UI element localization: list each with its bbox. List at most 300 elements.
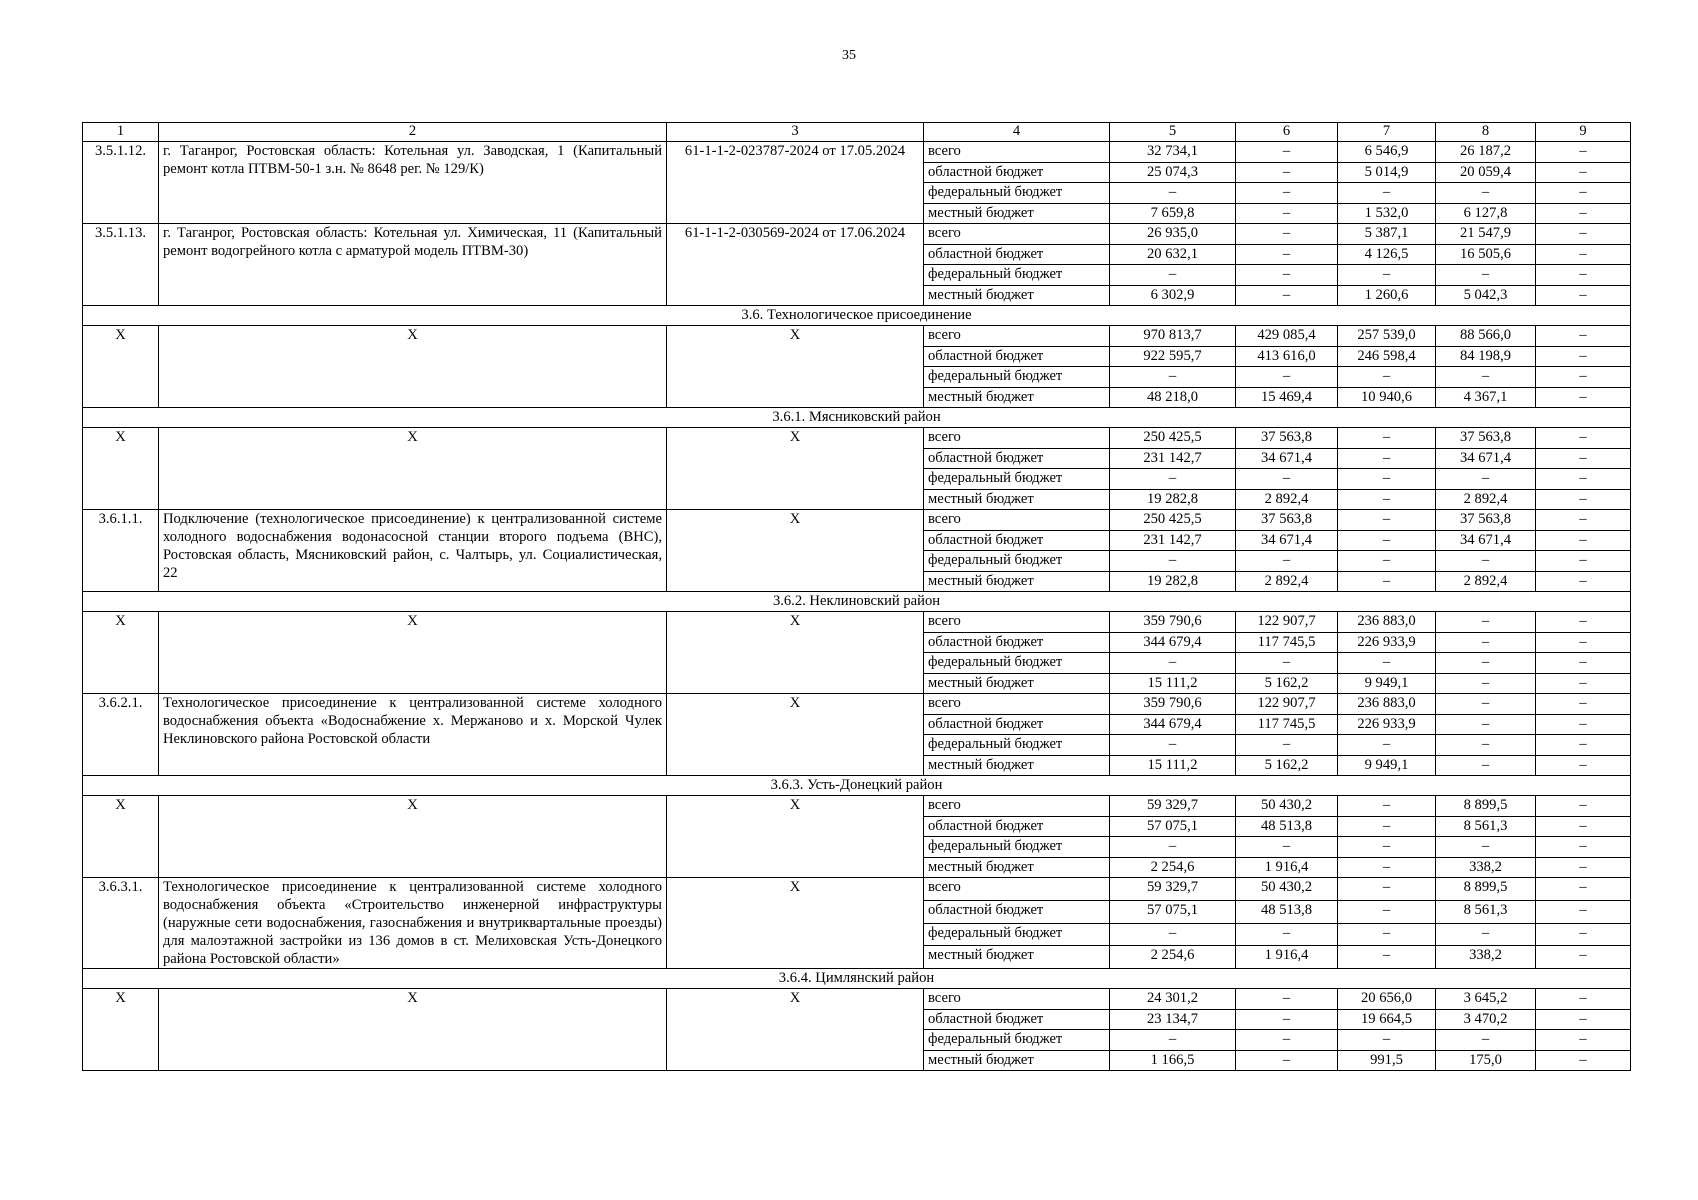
funding-source-label: местный бюджет	[924, 857, 1110, 878]
amount-cell: –	[1536, 1009, 1631, 1030]
funding-source-label: всего	[924, 796, 1110, 817]
funding-source-label: областной бюджет	[924, 816, 1110, 837]
column-header: 3	[667, 123, 924, 142]
table-row	[83, 510, 1631, 531]
funding-source-label: всего	[924, 878, 1110, 901]
amount-cell: –	[1536, 510, 1631, 531]
amount-cell: –	[1436, 551, 1536, 572]
amount-cell: 8 899,5	[1436, 878, 1536, 901]
amount-cell: 3 645,2	[1436, 989, 1536, 1010]
funding-source-label: федеральный бюджет	[924, 551, 1110, 572]
amount-cell: –	[1536, 1050, 1631, 1071]
table-row	[83, 694, 1631, 715]
amount-cell: –	[1436, 183, 1536, 204]
funding-source-label: федеральный бюджет	[924, 1030, 1110, 1051]
funding-source-label: местный бюджет	[924, 755, 1110, 776]
amount-cell: 34 671,4	[1236, 530, 1338, 551]
amount-cell: 9 949,1	[1338, 673, 1436, 694]
amount-cell: –	[1536, 923, 1631, 946]
amount-cell: –	[1338, 183, 1436, 204]
item-code: Х	[83, 612, 159, 694]
amount-cell: –	[1236, 989, 1338, 1010]
column-header: 9	[1536, 123, 1631, 142]
funding-source-label: местный бюджет	[924, 203, 1110, 224]
amount-cell: 338,2	[1436, 946, 1536, 969]
funding-source-label: областной бюджет	[924, 900, 1110, 923]
amount-cell: 15 111,2	[1110, 673, 1236, 694]
section-title: 3.6.4. Цимлянский район	[83, 969, 1631, 989]
amount-cell: –	[1338, 946, 1436, 969]
amount-cell: –	[1536, 755, 1631, 776]
amount-cell: –	[1110, 183, 1236, 204]
funding-source-label: федеральный бюджет	[924, 265, 1110, 286]
item-name: Х	[159, 612, 667, 694]
amount-cell: –	[1536, 946, 1631, 969]
funding-source-label: местный бюджет	[924, 673, 1110, 694]
amount-cell: 2 892,4	[1436, 571, 1536, 592]
amount-cell: 37 563,8	[1436, 428, 1536, 449]
amount-cell: –	[1536, 448, 1631, 469]
amount-cell: 2 892,4	[1236, 571, 1338, 592]
section-title: 3.6.3. Усть-Донецкий район	[83, 776, 1631, 796]
amount-cell: –	[1236, 203, 1338, 224]
item-name: Х	[159, 326, 667, 408]
amount-cell: –	[1536, 714, 1631, 735]
funding-source-label: областной бюджет	[924, 530, 1110, 551]
amount-cell: 59 329,7	[1110, 878, 1236, 901]
amount-cell: –	[1436, 714, 1536, 735]
amount-cell: –	[1536, 346, 1631, 367]
amount-cell: –	[1338, 571, 1436, 592]
amount-cell: –	[1436, 469, 1536, 490]
amount-cell: –	[1236, 285, 1338, 306]
amount-cell: 117 745,5	[1236, 632, 1338, 653]
amount-cell: –	[1536, 530, 1631, 551]
amount-cell: 9 949,1	[1338, 755, 1436, 776]
budget-table	[82, 122, 1631, 1071]
amount-cell: –	[1110, 265, 1236, 286]
funding-source-label: федеральный бюджет	[924, 367, 1110, 388]
amount-cell: –	[1536, 878, 1631, 901]
amount-cell: –	[1436, 694, 1536, 715]
column-header: 5	[1110, 123, 1236, 142]
amount-cell: –	[1536, 551, 1631, 572]
amount-cell: 4 367,1	[1436, 387, 1536, 408]
funding-source-label: всего	[924, 224, 1110, 245]
item-code: 3.6.1.1.	[83, 510, 159, 592]
funding-source-label: всего	[924, 989, 1110, 1010]
amount-cell: –	[1236, 653, 1338, 674]
table-row	[83, 142, 1631, 163]
funding-source-label: всего	[924, 142, 1110, 163]
amount-cell: 57 075,1	[1110, 900, 1236, 923]
amount-cell: 2 892,4	[1436, 489, 1536, 510]
amount-cell: –	[1338, 816, 1436, 837]
amount-cell: 8 561,3	[1436, 900, 1536, 923]
amount-cell: –	[1338, 510, 1436, 531]
amount-cell: –	[1338, 265, 1436, 286]
amount-cell: –	[1236, 142, 1338, 163]
amount-cell: 2 254,6	[1110, 946, 1236, 969]
amount-cell: –	[1338, 837, 1436, 858]
funding-source-label: всего	[924, 694, 1110, 715]
table-row	[83, 326, 1631, 347]
amount-cell: 236 883,0	[1338, 694, 1436, 715]
amount-cell: 6 302,9	[1110, 285, 1236, 306]
section-row	[83, 306, 1631, 326]
amount-cell: –	[1536, 673, 1631, 694]
amount-cell: 344 679,4	[1110, 714, 1236, 735]
section-row	[83, 408, 1631, 428]
amount-cell: –	[1236, 837, 1338, 858]
amount-cell: –	[1110, 551, 1236, 572]
amount-cell: –	[1436, 673, 1536, 694]
amount-cell: 359 790,6	[1110, 612, 1236, 633]
funding-source-label: всего	[924, 326, 1110, 347]
amount-cell: 50 430,2	[1236, 878, 1338, 901]
funding-source-label: местный бюджет	[924, 285, 1110, 306]
amount-cell: –	[1338, 857, 1436, 878]
amount-cell: –	[1110, 469, 1236, 490]
item-document: Х	[667, 989, 924, 1071]
amount-cell: –	[1110, 923, 1236, 946]
item-document: Х	[667, 510, 924, 592]
funding-source-label: федеральный бюджет	[924, 923, 1110, 946]
amount-cell: 175,0	[1436, 1050, 1536, 1071]
amount-cell: –	[1338, 428, 1436, 449]
amount-cell: 6 546,9	[1338, 142, 1436, 163]
amount-cell: –	[1110, 735, 1236, 756]
amount-cell: –	[1236, 469, 1338, 490]
amount-cell: –	[1436, 632, 1536, 653]
amount-cell: –	[1536, 244, 1631, 265]
amount-cell: 20 632,1	[1110, 244, 1236, 265]
amount-cell: –	[1436, 367, 1536, 388]
funding-source-label: местный бюджет	[924, 946, 1110, 969]
amount-cell: –	[1110, 1030, 1236, 1051]
amount-cell: 226 933,9	[1338, 714, 1436, 735]
amount-cell: 2 892,4	[1236, 489, 1338, 510]
amount-cell: 84 198,9	[1436, 346, 1536, 367]
column-header: 1	[83, 123, 159, 142]
amount-cell: –	[1236, 735, 1338, 756]
column-number-row	[83, 123, 1631, 142]
amount-cell: 15 469,4	[1236, 387, 1338, 408]
amount-cell: –	[1536, 469, 1631, 490]
section-row	[83, 776, 1631, 796]
amount-cell: 59 329,7	[1110, 796, 1236, 817]
amount-cell: 1 532,0	[1338, 203, 1436, 224]
section-row	[83, 592, 1631, 612]
amount-cell: –	[1436, 265, 1536, 286]
section-row	[83, 969, 1631, 989]
amount-cell: 1 260,6	[1338, 285, 1436, 306]
amount-cell: 25 074,3	[1110, 162, 1236, 183]
column-header: 2	[159, 123, 667, 142]
amount-cell: –	[1236, 162, 1338, 183]
column-header: 8	[1436, 123, 1536, 142]
amount-cell: –	[1536, 796, 1631, 817]
amount-cell: –	[1536, 162, 1631, 183]
amount-cell: 1 916,4	[1236, 946, 1338, 969]
amount-cell: 37 563,8	[1436, 510, 1536, 531]
amount-cell: –	[1110, 837, 1236, 858]
amount-cell: –	[1236, 367, 1338, 388]
amount-cell: –	[1536, 694, 1631, 715]
amount-cell: –	[1536, 142, 1631, 163]
amount-cell: –	[1536, 428, 1631, 449]
amount-cell: –	[1338, 469, 1436, 490]
amount-cell: –	[1536, 816, 1631, 837]
amount-cell: 429 085,4	[1236, 326, 1338, 347]
amount-cell: 26 187,2	[1436, 142, 1536, 163]
item-name: г. Таганрог, Ростовская область: Котельная ул. Химическая, 11 (Капитальный ремонт водогрейного котла с арматурой модель ПТВМ-30)	[159, 224, 667, 306]
amount-cell: –	[1338, 1030, 1436, 1051]
amount-cell: –	[1436, 735, 1536, 756]
amount-cell: –	[1536, 489, 1631, 510]
amount-cell: 117 745,5	[1236, 714, 1338, 735]
amount-cell: –	[1536, 183, 1631, 204]
item-code: Х	[83, 796, 159, 878]
amount-cell: 250 425,5	[1110, 428, 1236, 449]
funding-source-label: областной бюджет	[924, 1009, 1110, 1030]
amount-cell: 21 547,9	[1436, 224, 1536, 245]
amount-cell: –	[1338, 448, 1436, 469]
amount-cell: –	[1236, 1050, 1338, 1071]
amount-cell: 1 916,4	[1236, 857, 1338, 878]
amount-cell: 32 734,1	[1110, 142, 1236, 163]
column-header: 4	[924, 123, 1110, 142]
item-name: Х	[159, 428, 667, 510]
item-document: Х	[667, 326, 924, 408]
amount-cell: –	[1536, 571, 1631, 592]
amount-cell: 15 111,2	[1110, 755, 1236, 776]
amount-cell: –	[1536, 837, 1631, 858]
amount-cell: 231 142,7	[1110, 530, 1236, 551]
amount-cell: 991,5	[1338, 1050, 1436, 1071]
table-row	[83, 878, 1631, 901]
item-document: Х	[667, 878, 924, 969]
amount-cell: –	[1536, 857, 1631, 878]
amount-cell: 2 254,6	[1110, 857, 1236, 878]
amount-cell: 5 162,2	[1236, 673, 1338, 694]
amount-cell: 257 539,0	[1338, 326, 1436, 347]
item-code: 3.5.1.12.	[83, 142, 159, 224]
item-document: Х	[667, 428, 924, 510]
funding-source-label: федеральный бюджет	[924, 653, 1110, 674]
amount-cell: –	[1236, 923, 1338, 946]
amount-cell: –	[1338, 900, 1436, 923]
amount-cell: –	[1536, 989, 1631, 1010]
amount-cell: 246 598,4	[1338, 346, 1436, 367]
funding-source-label: областной бюджет	[924, 714, 1110, 735]
amount-cell: 5 042,3	[1436, 285, 1536, 306]
amount-cell: 359 790,6	[1110, 694, 1236, 715]
item-name: Подключение (технологическое присоединение) к централизованной системе холодного водоснабжения водонасосной станции второго подъема (ВНС), Ростовская область, Мясниковский район, с. Чалтырь, ул. Социалистическая, 22	[159, 510, 667, 592]
amount-cell: 37 563,8	[1236, 510, 1338, 531]
table-body	[83, 123, 1631, 1071]
amount-cell: –	[1338, 551, 1436, 572]
amount-cell: –	[1436, 837, 1536, 858]
amount-cell: –	[1338, 735, 1436, 756]
section-title: 3.6.1. Мясниковский район	[83, 408, 1631, 428]
amount-cell: 26 935,0	[1110, 224, 1236, 245]
amount-cell: 34 671,4	[1436, 448, 1536, 469]
table-row	[83, 612, 1631, 633]
funding-source-label: областной бюджет	[924, 244, 1110, 265]
amount-cell: –	[1536, 632, 1631, 653]
funding-source-label: местный бюджет	[924, 1050, 1110, 1071]
amount-cell: 1 166,5	[1110, 1050, 1236, 1071]
amount-cell: 34 671,4	[1236, 448, 1338, 469]
amount-cell: –	[1236, 183, 1338, 204]
amount-cell: 37 563,8	[1236, 428, 1338, 449]
item-code: Х	[83, 428, 159, 510]
amount-cell: –	[1236, 265, 1338, 286]
amount-cell: 122 907,7	[1236, 694, 1338, 715]
table-row	[83, 428, 1631, 449]
amount-cell: 57 075,1	[1110, 816, 1236, 837]
item-code: Х	[83, 989, 159, 1071]
page-number: 35	[842, 48, 856, 63]
column-header: 7	[1338, 123, 1436, 142]
amount-cell: –	[1338, 367, 1436, 388]
funding-source-label: федеральный бюджет	[924, 469, 1110, 490]
amount-cell: –	[1436, 755, 1536, 776]
amount-cell: 24 301,2	[1110, 989, 1236, 1010]
item-document: 61-1-1-2-030569-2024 от 17.06.2024	[667, 224, 924, 306]
amount-cell: –	[1436, 923, 1536, 946]
amount-cell: 231 142,7	[1110, 448, 1236, 469]
amount-cell: 970 813,7	[1110, 326, 1236, 347]
amount-cell: 8 561,3	[1436, 816, 1536, 837]
amount-cell: 7 659,8	[1110, 203, 1236, 224]
amount-cell: –	[1536, 203, 1631, 224]
funding-source-label: областной бюджет	[924, 162, 1110, 183]
amount-cell: 5 162,2	[1236, 755, 1338, 776]
amount-cell: 48 513,8	[1236, 900, 1338, 923]
amount-cell: –	[1236, 1030, 1338, 1051]
amount-cell: 19 282,8	[1110, 571, 1236, 592]
funding-source-label: местный бюджет	[924, 571, 1110, 592]
amount-cell: 4 126,5	[1338, 244, 1436, 265]
amount-cell: –	[1536, 735, 1631, 756]
table-row	[83, 224, 1631, 245]
amount-cell: –	[1536, 285, 1631, 306]
amount-cell: –	[1436, 653, 1536, 674]
item-code: Х	[83, 326, 159, 408]
amount-cell: 20 656,0	[1338, 989, 1436, 1010]
funding-source-label: областной бюджет	[924, 448, 1110, 469]
amount-cell: –	[1536, 653, 1631, 674]
item-name: Х	[159, 796, 667, 878]
amount-cell: 236 883,0	[1338, 612, 1436, 633]
amount-cell: 8 899,5	[1436, 796, 1536, 817]
amount-cell: 48 513,8	[1236, 816, 1338, 837]
amount-cell: –	[1236, 551, 1338, 572]
amount-cell: –	[1236, 224, 1338, 245]
funding-source-label: федеральный бюджет	[924, 837, 1110, 858]
amount-cell: –	[1536, 387, 1631, 408]
item-document: 61-1-1-2-023787-2024 от 17.05.2024	[667, 142, 924, 224]
item-name: Х	[159, 989, 667, 1071]
table-row	[83, 989, 1631, 1010]
amount-cell: –	[1436, 612, 1536, 633]
funding-source-label: федеральный бюджет	[924, 735, 1110, 756]
amount-cell: –	[1536, 224, 1631, 245]
amount-cell: 34 671,4	[1436, 530, 1536, 551]
item-document: Х	[667, 694, 924, 776]
amount-cell: –	[1236, 244, 1338, 265]
amount-cell: –	[1110, 367, 1236, 388]
amount-cell: –	[1338, 489, 1436, 510]
funding-source-label: областной бюджет	[924, 346, 1110, 367]
amount-cell: 413 616,0	[1236, 346, 1338, 367]
amount-cell: 5 387,1	[1338, 224, 1436, 245]
funding-source-label: местный бюджет	[924, 489, 1110, 510]
table-row	[83, 796, 1631, 817]
amount-cell: –	[1536, 612, 1631, 633]
amount-cell: 122 907,7	[1236, 612, 1338, 633]
amount-cell: –	[1236, 1009, 1338, 1030]
amount-cell: –	[1338, 653, 1436, 674]
item-name: г. Таганрог, Ростовская область: Котельная ул. Заводская, 1 (Капитальный ремонт котла ПТВМ-50-1 з.н. № 8648 рег. № 129/К)	[159, 142, 667, 224]
section-title: 3.6. Технологическое присоединение	[83, 306, 1631, 326]
amount-cell: –	[1536, 1030, 1631, 1051]
funding-source-label: всего	[924, 510, 1110, 531]
funding-source-label: всего	[924, 428, 1110, 449]
amount-cell: 19 282,8	[1110, 489, 1236, 510]
amount-cell: 20 059,4	[1436, 162, 1536, 183]
item-code: 3.6.3.1.	[83, 878, 159, 969]
column-header: 6	[1236, 123, 1338, 142]
amount-cell: –	[1536, 367, 1631, 388]
item-document: Х	[667, 796, 924, 878]
section-title: 3.6.2. Неклиновский район	[83, 592, 1631, 612]
funding-source-label: всего	[924, 612, 1110, 633]
item-name: Технологическое присоединение к централизованной системе холодного водоснабжения объекта «Строительство инженерной инфраструктуры (наружные сети водоснабжения, газоснабжения и внутриквартальные проезды) для малоэтажной застройки из 136 домов в ст. Мелиховская Усть-Донецкого района Ростовской области»	[159, 878, 667, 969]
amount-cell: 16 505,6	[1436, 244, 1536, 265]
amount-cell: 19 664,5	[1338, 1009, 1436, 1030]
amount-cell: –	[1536, 326, 1631, 347]
amount-cell: –	[1338, 530, 1436, 551]
amount-cell: 6 127,8	[1436, 203, 1536, 224]
amount-cell: 23 134,7	[1110, 1009, 1236, 1030]
amount-cell: –	[1536, 265, 1631, 286]
amount-cell: –	[1338, 878, 1436, 901]
amount-cell: 48 218,0	[1110, 387, 1236, 408]
item-code: 3.6.2.1.	[83, 694, 159, 776]
amount-cell: 5 014,9	[1338, 162, 1436, 183]
funding-source-label: федеральный бюджет	[924, 183, 1110, 204]
amount-cell: 88 566,0	[1436, 326, 1536, 347]
amount-cell: –	[1536, 900, 1631, 923]
item-name: Технологическое присоединение к централизованной системе холодного водоснабжения объекта «Водоснабжение х. Мержаново и х. Морской Чулек Неклиновского района Ростовской области	[159, 694, 667, 776]
amount-cell: 3 470,2	[1436, 1009, 1536, 1030]
amount-cell: –	[1338, 923, 1436, 946]
funding-source-label: местный бюджет	[924, 387, 1110, 408]
amount-cell: –	[1338, 796, 1436, 817]
amount-cell: 344 679,4	[1110, 632, 1236, 653]
amount-cell: –	[1436, 1030, 1536, 1051]
item-code: 3.5.1.13.	[83, 224, 159, 306]
amount-cell: 338,2	[1436, 857, 1536, 878]
amount-cell: 922 595,7	[1110, 346, 1236, 367]
amount-cell: 10 940,6	[1338, 387, 1436, 408]
amount-cell: –	[1110, 653, 1236, 674]
item-document: Х	[667, 612, 924, 694]
amount-cell: 50 430,2	[1236, 796, 1338, 817]
